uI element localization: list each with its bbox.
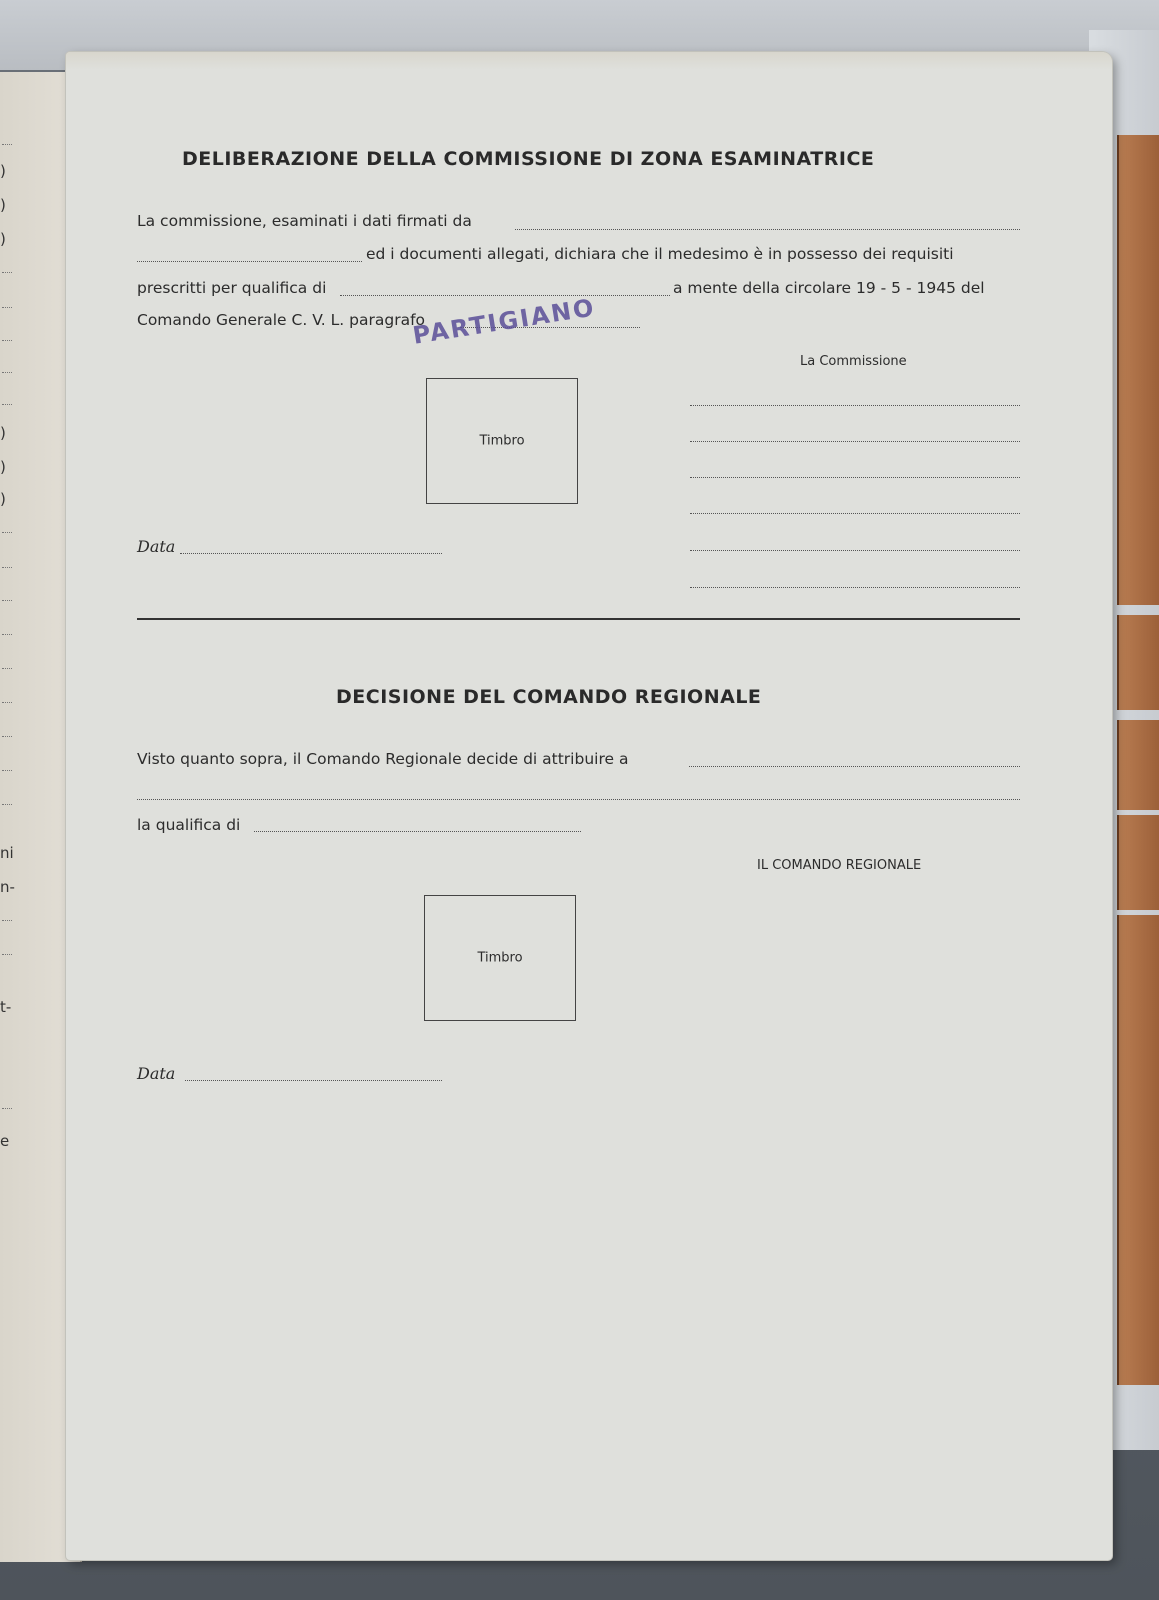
partigiano-stamp: PARTIGIANO xyxy=(410,293,598,350)
fill-line xyxy=(254,831,581,832)
deliberazione-line4: Comando Generale C. V. L. paragrafo xyxy=(137,311,426,329)
deliberazione-line1: La commissione, esaminati i dati firmati da xyxy=(137,212,472,230)
left-page-fragment: e xyxy=(0,1132,10,1150)
signature-line xyxy=(690,550,1020,551)
date-label: Data xyxy=(137,1064,176,1083)
left-page-fragment: t- xyxy=(0,998,12,1016)
left-page-fragment: n- xyxy=(0,878,15,896)
deliberazione-line2: ed i documenti allegati, dichiara che il medesimo è in possesso dei requisiti xyxy=(366,245,954,263)
fill-line xyxy=(340,295,670,296)
wood-block xyxy=(1117,720,1159,810)
decisione-line1: Visto quanto sopra, il Comando Regionale decide di attribuire a xyxy=(137,750,629,768)
fill-line xyxy=(137,261,362,262)
date-line xyxy=(185,1080,442,1081)
section-divider xyxy=(137,618,1020,620)
stamp-box xyxy=(424,895,576,1021)
stamp-box-label: Timbro xyxy=(477,950,523,966)
signature-line xyxy=(690,513,1020,514)
wood-block xyxy=(1117,915,1159,1385)
signature-line xyxy=(690,477,1020,478)
signature-line xyxy=(690,441,1020,442)
left-page-fragment: ) xyxy=(0,490,6,508)
decisione-line2: la qualifica di xyxy=(137,816,241,834)
deliberazione-line3-prefix: prescritti per qualifica di xyxy=(137,279,327,297)
left-page-fragment: ) xyxy=(0,196,6,214)
signature-line xyxy=(690,587,1020,588)
decisione-title: DECISIONE DEL COMANDO REGIONALE xyxy=(336,686,762,708)
left-page-fragment: ) xyxy=(0,458,6,476)
left-page-fragment: ) xyxy=(0,162,6,180)
left-page-fragment: ) xyxy=(0,424,6,442)
wood-block xyxy=(1117,815,1159,910)
stamp-box xyxy=(426,378,578,504)
fill-line xyxy=(137,799,1020,800)
signature-line xyxy=(690,405,1020,406)
fill-line xyxy=(515,229,1020,230)
wood-block xyxy=(1117,135,1159,605)
left-page-fragment: ni xyxy=(0,844,14,862)
page-edge xyxy=(66,52,1112,70)
left-page-fragment: ) xyxy=(0,230,6,248)
commissione-label: La Commissione xyxy=(800,354,907,369)
deliberazione-title: DELIBERAZIONE DELLA COMMISSIONE DI ZONA ESAMINATRICE xyxy=(182,148,875,170)
fill-line xyxy=(689,766,1020,767)
date-line xyxy=(180,553,442,554)
stamp-box-label: Timbro xyxy=(479,433,525,449)
comando-label: IL COMANDO REGIONALE xyxy=(757,858,922,873)
deliberazione-line3-suffix: a mente della circolare 19 - 5 - 1945 del xyxy=(673,279,985,297)
date-label: Data xyxy=(137,537,176,556)
wood-block xyxy=(1117,615,1159,710)
